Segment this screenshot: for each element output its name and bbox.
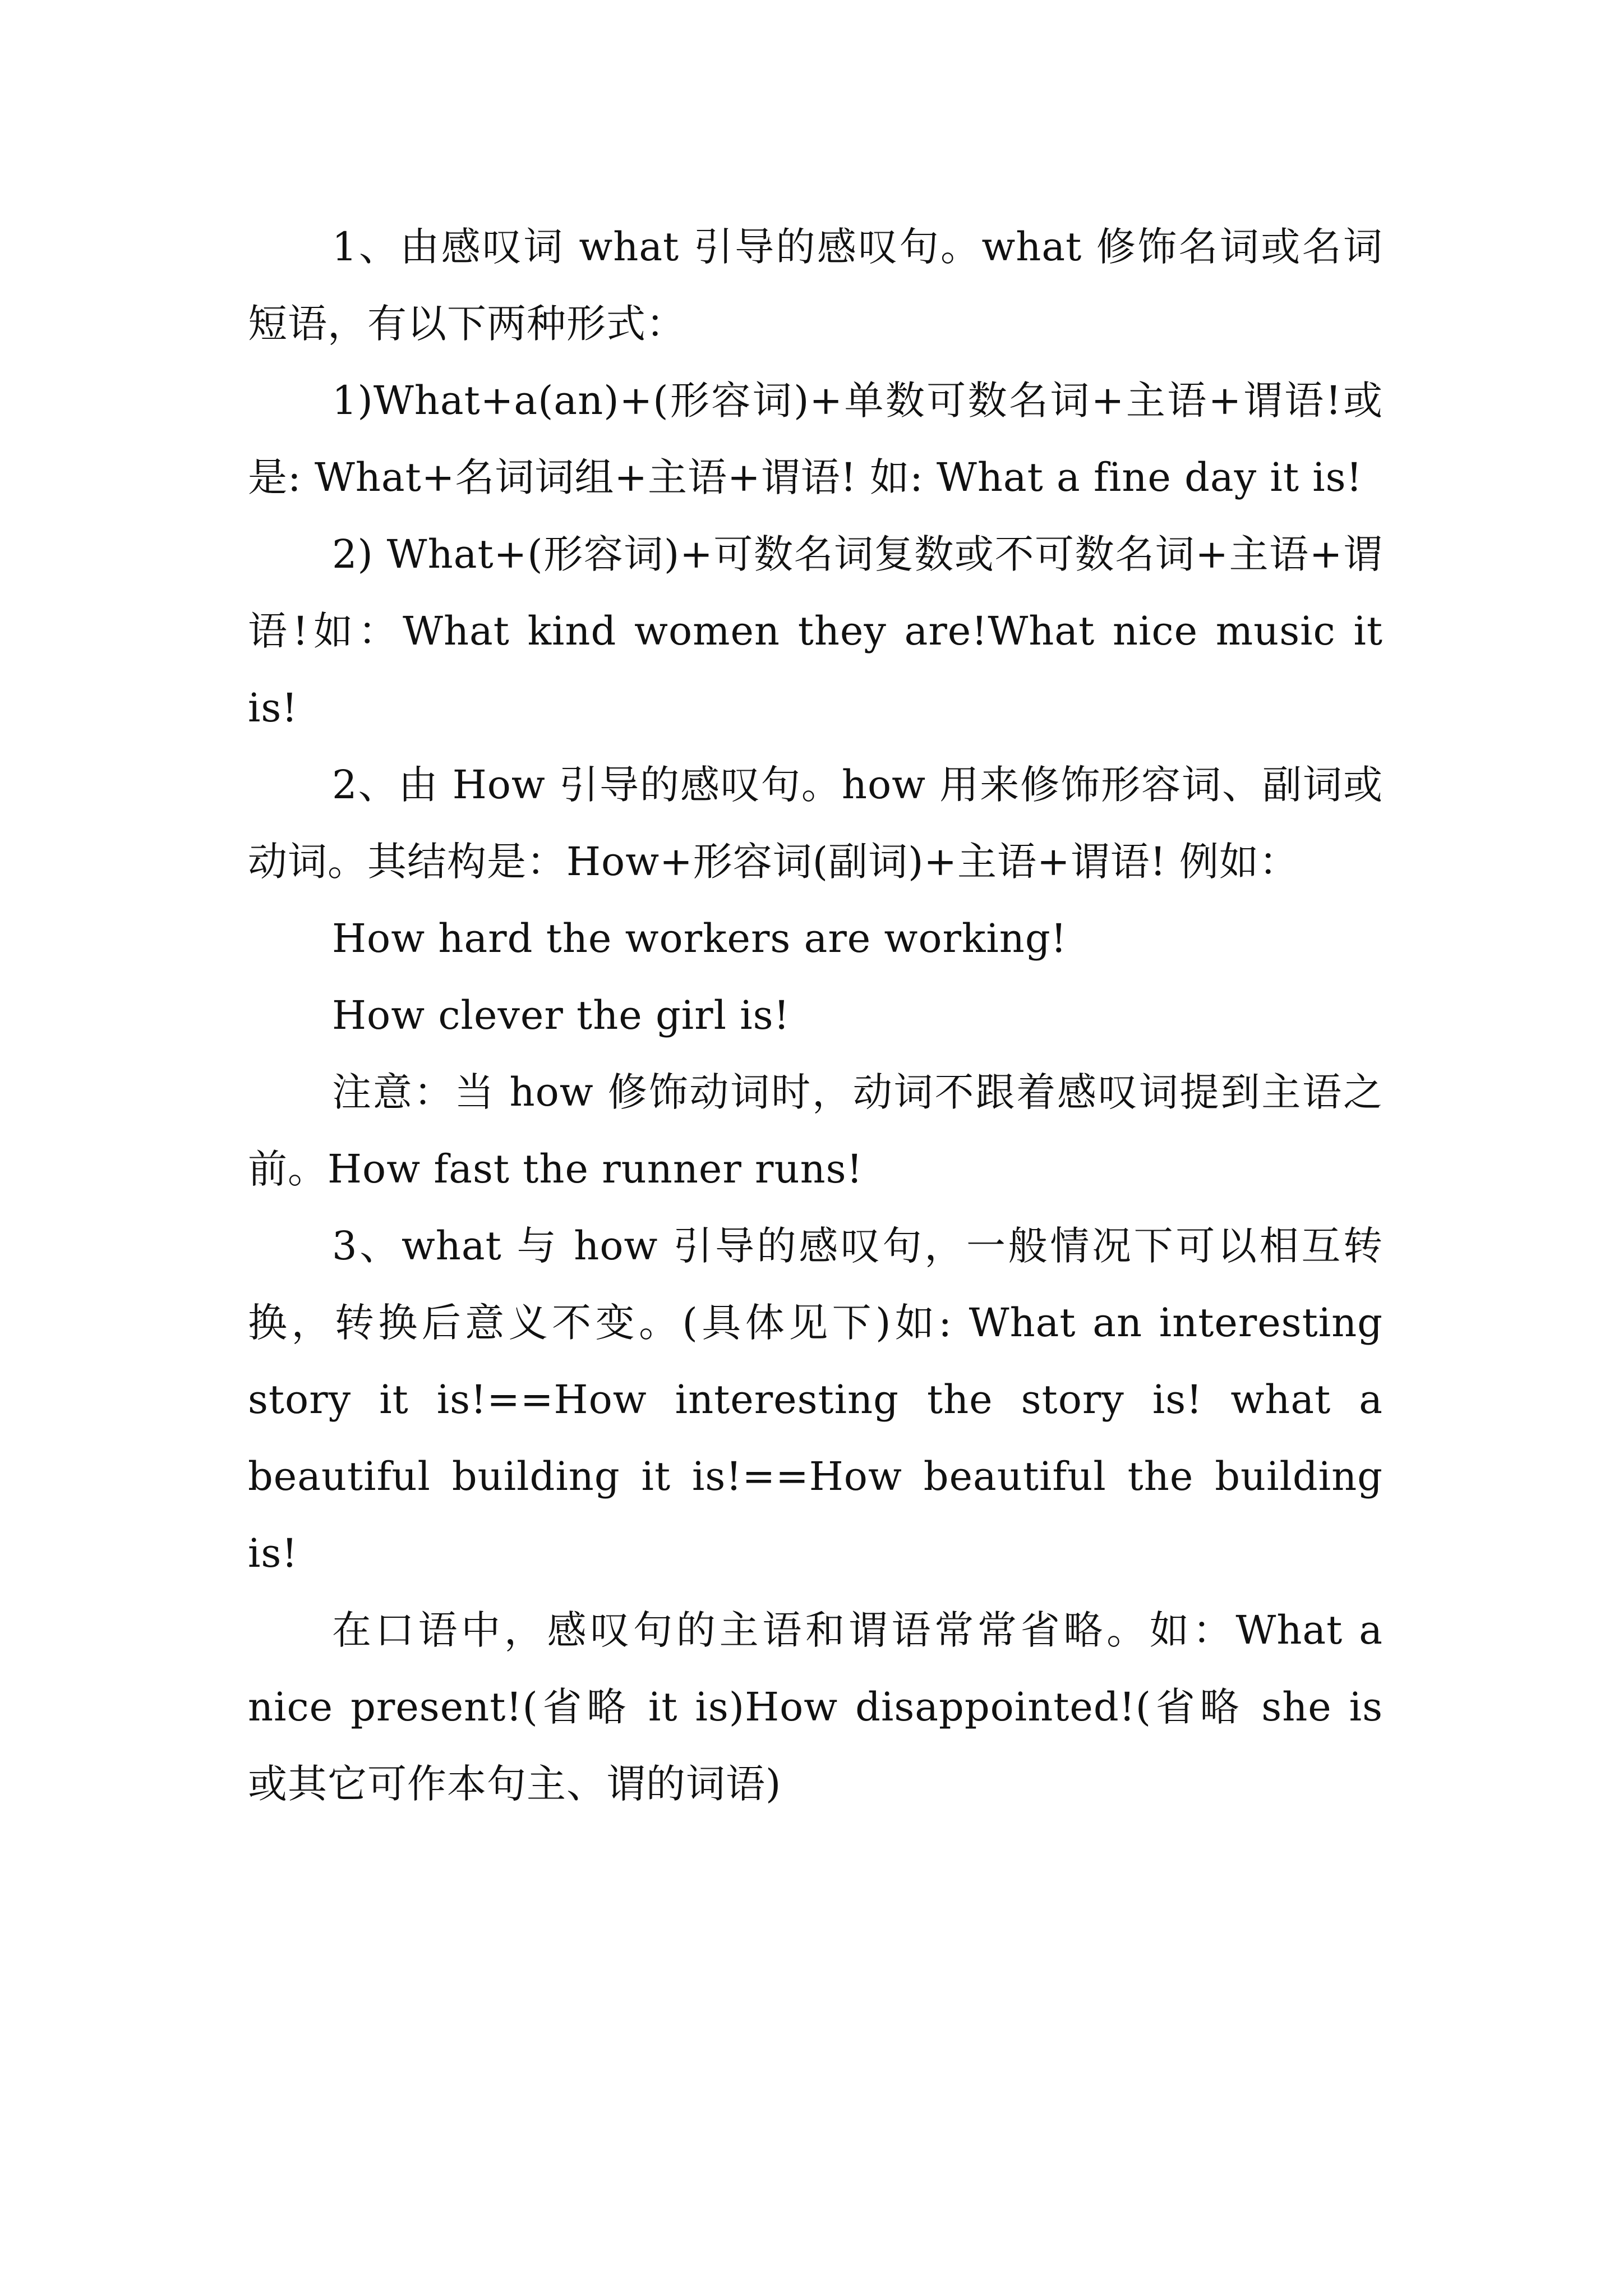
paragraph-spoken-omission: 在口语中，感叹句的主语和谓语常常省略。如：What a nice present!(省略 it is)How disappointed!(省略 she is 或其它可作本句主、谓的词语) [248,1607,1383,1807]
paragraph-what-exclamation-intro: 1、由感叹词 what 引导的感叹句。what 修饰名词或名词短语，有以下两种形式： [248,224,1383,347]
paragraph-how-note: 注意：当 how 修饰动词时，动词不跟着感叹词提到主语之前。How fast the runner runs! [248,1069,1383,1192]
paragraph-how-exclamation-intro: 2、由 How 引导的感叹句。how 用来修饰形容词、副词或动词。其结构是：How+形容词(副词)+主语+谓语! 例如： [248,762,1383,885]
document-body [248,209,1383,1823]
paragraph-what-how-conversion: 3、what 与 how 引导的感叹句，一般情况下可以相互转换，转换后意义不变。(具体见下)如: What an interesting story it is!==How interesting the story is! what a beautiful building it is!==How beautiful the building is! [248,1223,1383,1576]
paragraph-what-form-2: 2) What+(形容词)+可数名词复数或不可数名词+主语+谓语!如：What kind women they are!What nice music it is! [248,531,1383,731]
paragraph-how-example-1: How hard the workers are working! [332,915,1067,961]
paragraph-how-example-2: How clever the girl is! [332,992,790,1038]
paragraph-what-form-1: 1)What+a(an)+(形容词)+单数可数名词+主语+谓语!或是: What+名词词组+主语+谓语! 如: What a fine day it is! [248,378,1383,500]
